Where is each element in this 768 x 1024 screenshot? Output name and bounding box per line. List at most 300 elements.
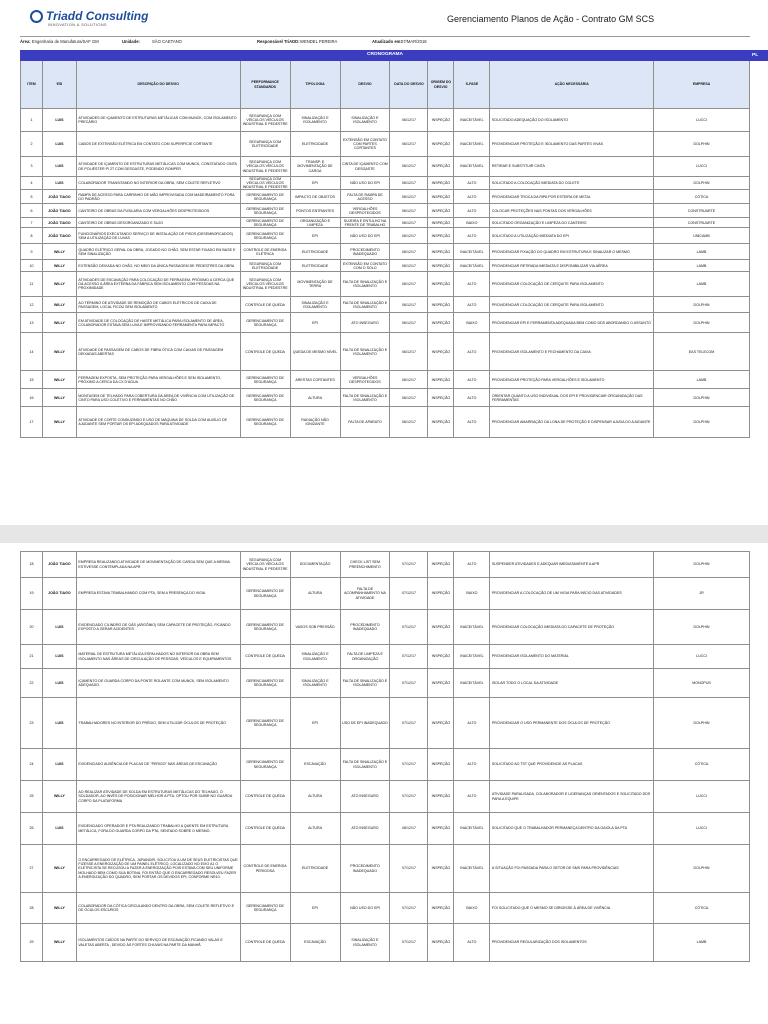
cell-sfase: ALTO bbox=[454, 552, 490, 578]
cell-esi: LUIS bbox=[42, 610, 76, 645]
cell-origem: INSPEÇÃO bbox=[428, 645, 454, 669]
cell-acao: PROVIDENCIAR COLOCAÇÃO IMEDIATA DO CAPACETE DE PROTEÇÃO bbox=[490, 610, 654, 645]
cell-desvio: FALTA DE LIMPEZA E ORGANIZAÇÃO bbox=[340, 645, 390, 669]
cell-desc: CANTEIRO DE OBRAS DA FUSILARIA COM VERGALHÕES DESPROTEGIDOS bbox=[76, 204, 240, 218]
cell-data: 06/12/17 bbox=[390, 244, 428, 260]
table-row bbox=[21, 132, 750, 157]
cell-item: 13 bbox=[21, 313, 43, 333]
cell-empresa: LAMB bbox=[654, 260, 750, 272]
table-row bbox=[21, 190, 750, 204]
cell-perf: SEGURANÇA COM VEÍCULOS VEÍCULOS INDUSTRIAL E PEDESTRE bbox=[240, 157, 290, 177]
cell-desc: EXTENSÃO DEIXADA NO CHÃO, NO MEIO DA ÚNICA PASSAGEM DE PEDESTRES DA OBRA bbox=[76, 260, 240, 272]
cell-desc: FUNCIONÁRIOS EXECUTANDO SERVIÇO DE INSTALAÇÃO DE PISOS (DESEMBORCADOS) SEM A UTILIZAÇÃO DE LUVAS bbox=[76, 228, 240, 244]
cell-desc: ATIVIDADES DE IÇAMENTO DE ESTRUTURAS METÁLICAS COM MUNCK, COM ISOLAMENTO PRECÁRIO bbox=[76, 109, 240, 132]
cell-sfase: INACEITÁVEL bbox=[454, 645, 490, 669]
cell-acao: SUSPENDER ATIVIDADES E ADEQUAR IMEDIATAMENTE A APR bbox=[490, 552, 654, 578]
cell-desc: EM ATIVIDADE DE COLOCAÇÃO DE HASTE METÁLICA PARA ISOLAMENTO DE ÁREA, COLABORADOR ESTAVA SEM LUVA E IMPROVISANDO FERRAMENTA PARA IMPACTO bbox=[76, 313, 240, 333]
cronograma-banner: CRONOGRAMA bbox=[21, 51, 750, 61]
cell-tipo: EPI bbox=[290, 698, 340, 749]
cell-perf: GERENCIAMENTO DE SEGURANÇA bbox=[240, 190, 290, 204]
cell-data: 06/12/17 bbox=[390, 157, 428, 177]
cell-esi: LUIS bbox=[42, 645, 76, 669]
cell-data: 06/12/17 bbox=[390, 272, 428, 297]
cell-tipo: SINALIZAÇÃO E ISOLAMENTO bbox=[290, 109, 340, 132]
descricao-header: DESCRIÇÃO DO DESVIO bbox=[76, 61, 240, 109]
cell-data: 06/12/17 bbox=[390, 371, 428, 389]
cell-perf: SEGURANÇA COM ELETRICIDADE bbox=[240, 132, 290, 157]
cell-item: 16 bbox=[21, 389, 43, 407]
table-row bbox=[21, 813, 750, 845]
page-1 bbox=[20, 0, 750, 525]
cell-data: 06/12/17 bbox=[390, 177, 428, 190]
cell-data: 07/12/17 bbox=[390, 698, 428, 749]
cell-perf: GERENCIAMENTO DE SEGURANÇA bbox=[240, 578, 290, 610]
unidade-value: SÃO CAETANO bbox=[152, 39, 182, 44]
cell-tipo: EPI bbox=[290, 313, 340, 333]
cell-data: 06/12/17 bbox=[390, 389, 428, 407]
cell-perf: GERENCIAMENTO DE SEGURANÇA bbox=[240, 407, 290, 438]
cell-origem: INSPEÇÃO bbox=[428, 190, 454, 204]
table-row bbox=[21, 297, 750, 313]
cell-desc: EMPRESA REALIZANDO ATIVIDADE DE MOVIMENTAÇÃO DE CARGA SEM QUE A MESMA ESTIVESSE CONTEMPLADA NA APR bbox=[76, 552, 240, 578]
cell-tipo: ESCAVAÇÃO bbox=[290, 924, 340, 962]
cell-perf: GERENCIAMENTO DE SEGURANÇA bbox=[240, 698, 290, 749]
cell-item: 20 bbox=[21, 610, 43, 645]
table-row bbox=[21, 407, 750, 438]
cell-desc: MATERIAL DE ESTRUTURA METÁLICA ESPALHADOS NO INTERIOR DA OBRA SEM ISOLAMENTO NAS ÁREAS DE CIRCULAÇÃO DE PESSOAS, VEÍCULOS E EQUIPAMENTOS bbox=[76, 645, 240, 669]
cell-acao: PROVIDENCIAR PROTEÇÃO PARA VERGALHÕES E ISOLAMENTO bbox=[490, 371, 654, 389]
cell-tipo: ELETRICIDADE bbox=[290, 244, 340, 260]
cell-acao: PROVIDENCIAR REGULARIZAÇÃO DOS ISOLAMENTOS bbox=[490, 924, 654, 962]
cell-desvio: FALTA DE APARATO bbox=[340, 407, 390, 438]
cell-data: 07/12/17 bbox=[390, 669, 428, 698]
cell-esi: LUIS bbox=[42, 698, 76, 749]
cell-data: 06/12/17 bbox=[390, 297, 428, 313]
page-2 bbox=[20, 543, 750, 1024]
cell-tipo: ALTURA bbox=[290, 578, 340, 610]
cell-data: 06/12/17 bbox=[390, 218, 428, 228]
cell-data: 07/12/17 bbox=[390, 781, 428, 813]
cell-desvio: PROCEDIMENTO INADEQUADO bbox=[340, 244, 390, 260]
cell-desvio: NÃO USO DO EPI bbox=[340, 893, 390, 924]
cell-tipo: ALTURA bbox=[290, 389, 340, 407]
cell-origem: INSPEÇÃO bbox=[428, 132, 454, 157]
cell-empresa: DOLPHIN bbox=[654, 845, 750, 893]
cell-tipo: ALTURA bbox=[290, 781, 340, 813]
cell-acao: PROVIDENCIAR A COLOCAÇÃO DE UM VIGIA PARA INÍCIO DAS ATIVIDADES bbox=[490, 578, 654, 610]
cell-esi: LUIS bbox=[42, 813, 76, 845]
cell-acao: SOLICITADO QUE O TRABALHADOR PERMANEÇA DENTRO DA GAIOLA DA PTA bbox=[490, 813, 654, 845]
table-row bbox=[21, 109, 750, 132]
cell-item: 9 bbox=[21, 244, 43, 260]
cell-perf: SEGURANÇA COM VEÍCULOS VEÍCULOS INDUSTRIAL E PEDESTRE bbox=[240, 552, 290, 578]
cell-esi: WILLY bbox=[42, 260, 76, 272]
cell-data: 06/12/17 bbox=[390, 228, 428, 244]
cell-esi: JOÃO TIAGO bbox=[42, 578, 76, 610]
cell-empresa: CONSTRUARTE bbox=[654, 218, 750, 228]
cell-origem: INSPEÇÃO bbox=[428, 749, 454, 781]
cell-item: 8 bbox=[21, 228, 43, 244]
table-row bbox=[21, 260, 750, 272]
cell-tipo: IMPACTO DE OBJETOS bbox=[290, 190, 340, 204]
cell-origem: INSPEÇÃO bbox=[428, 177, 454, 190]
cell-desvio: FALTA DE SINALIZAÇÃO E ISOLAMENTO bbox=[340, 272, 390, 297]
table-row bbox=[21, 610, 750, 645]
cell-empresa: LUCCI bbox=[654, 813, 750, 845]
table-row bbox=[21, 669, 750, 698]
cell-acao: ISOLAR TODO O LOCAL DA ATIVIDADE bbox=[490, 669, 654, 698]
cell-tipo: ELETRICIDADE bbox=[290, 845, 340, 893]
responsavel-value: WENDEL PEREIRA bbox=[300, 39, 338, 44]
cell-desc: FERRAGEM EXPOSTA, SEM PROTEÇÃO PARA VERGALHÕES E SEM ISOLAMENTO, PRÓXIMO A CERCA DA CX D'ÁGUA bbox=[76, 371, 240, 389]
cell-sfase: INACEITÁVEL bbox=[454, 610, 490, 645]
cell-sfase: BAIXO bbox=[454, 893, 490, 924]
area-value: Engenharia de Manufatura/SAF GM bbox=[31, 39, 99, 44]
table-row bbox=[21, 845, 750, 893]
cell-esi: LUIS bbox=[42, 749, 76, 781]
cell-acao: PROVIDENCIAR O USO PERMANENTE DOS ÓCULOS DE PROTEÇÃO bbox=[490, 698, 654, 749]
cell-origem: INSPEÇÃO bbox=[428, 157, 454, 177]
cell-empresa: LUCCI bbox=[654, 157, 750, 177]
cell-desc: EVIDENCIADO AUSÊNCIA DE PLACAS DE "PERIGO" NAS ÁREAS DE ESCAVAÇÃO bbox=[76, 749, 240, 781]
cell-origem: INSPEÇÃO bbox=[428, 813, 454, 845]
cell-esi: WILLY bbox=[42, 244, 76, 260]
cell-desvio: SINALIZAÇÃO E ISOLAMENTO bbox=[340, 109, 390, 132]
cell-esi: WILLY bbox=[42, 893, 76, 924]
cell-empresa: DOLPHIN bbox=[654, 389, 750, 407]
cell-origem: INSPEÇÃO bbox=[428, 272, 454, 297]
cell-item: 1 bbox=[21, 109, 43, 132]
cell-item: 25 bbox=[21, 781, 43, 813]
cell-sfase: INACEITÁVEL bbox=[454, 157, 490, 177]
cell-tipo: EPI bbox=[290, 177, 340, 190]
cell-esi: JOÃO TIAGO bbox=[42, 218, 76, 228]
cell-acao: FOI SOLICITADO QUE O MESMO SE DIRIGISSE À ÁREA DE VIVÊNCIA bbox=[490, 893, 654, 924]
atualizado-value: 07/MAR/2018 bbox=[401, 39, 427, 44]
desvio-header: DESVIO bbox=[340, 61, 390, 109]
cell-esi: JOÃO TIAGO bbox=[42, 552, 76, 578]
table-row bbox=[21, 781, 750, 813]
cell-tipo: SINALIZAÇÃO E ISOLAMENTO bbox=[290, 297, 340, 313]
table-row bbox=[21, 244, 750, 260]
cell-origem: INSPEÇÃO bbox=[428, 578, 454, 610]
cell-desvio: PROCEDIMENTO INADEQUADO bbox=[340, 610, 390, 645]
cell-tipo: EPI bbox=[290, 893, 340, 924]
cell-data: 06/12/17 bbox=[390, 260, 428, 272]
action-plan-table-1 bbox=[20, 50, 750, 438]
cell-desc: EVIDENCIADO OPERADOR E PTA REALIZANDO TRABALHO A QUENTE EM ESTRUTURA METÁLICA, FORA DO GUARDA CORPO DA PTA, SENTADO SOBRE O MESMO. bbox=[76, 813, 240, 845]
cell-origem: INSPEÇÃO bbox=[428, 781, 454, 813]
cell-esi: LUIS bbox=[42, 109, 76, 132]
cell-data: 07/12/17 bbox=[390, 845, 428, 893]
cell-sfase: INACEITÁVEL bbox=[454, 109, 490, 132]
cell-desvio: EXTENSÃO EM CONTATO COM PARTES CORTANTES bbox=[340, 132, 390, 157]
cell-tipo: EPI bbox=[290, 228, 340, 244]
cell-empresa: DOLPHIN bbox=[654, 610, 750, 645]
cell-sfase: INACEITÁVEL bbox=[454, 132, 490, 157]
performance-header: PERFORMANCE STANDARDS bbox=[240, 61, 290, 109]
cell-desc: RAMPA DE ACESSO PARA CARRINHO DE MÃO IMPROVISADA COM MADEIRAMENTO FORA DO PADRÃO bbox=[76, 190, 240, 204]
cell-acao: PROVIDENCIAR COLOCAÇÃO DE CERQUITE PARA ISOLAMENTO bbox=[490, 297, 654, 313]
cell-perf: GERENCIAMENTO DE SEGURANÇA bbox=[240, 610, 290, 645]
cell-sfase: ALTO bbox=[454, 407, 490, 438]
cell-desvio: FALTA DE SINALIZAÇÃO E ISOLAMENTO bbox=[340, 333, 390, 371]
cell-sfase: ALTO bbox=[454, 749, 490, 781]
table-row bbox=[21, 333, 750, 371]
cell-origem: INSPEÇÃO bbox=[428, 109, 454, 132]
cell-sfase: INACEITÁVEL bbox=[454, 244, 490, 260]
cell-perf: GERENCIAMENTO DE SEGURANÇA bbox=[240, 893, 290, 924]
cell-item: 29 bbox=[21, 924, 43, 962]
cell-desvio: EXTENSÃO EM CONTATO COM O SOLO bbox=[340, 260, 390, 272]
cell-sfase: ALTO bbox=[454, 228, 490, 244]
cell-desc: CABOS DE EXTENSÃO ELÉTRICA EM CONTATO COM SUPERFÍCIE CORTANTE bbox=[76, 132, 240, 157]
cell-item: 22 bbox=[21, 669, 43, 698]
cell-esi: WILLY bbox=[42, 389, 76, 407]
cell-desc: ATIVIDADE DE IÇAMENTO DE ESTRUTURAS METÁLICAS COM MUNCK, CONSTATADO CINTA DE POLIÉSTER P/ 2T COM DESGASTE, PODENDO ROMPER bbox=[76, 157, 240, 177]
cell-empresa: DOLPHIN bbox=[654, 297, 750, 313]
cell-esi: WILLY bbox=[42, 845, 76, 893]
cell-desvio: FALTA DE SINALIZAÇÃO E ISOLAMENTO bbox=[340, 749, 390, 781]
item-header: ITEM bbox=[21, 61, 43, 109]
cell-desc: IÇAMENTO DE GUARDA CORPO DA PONTE ROLANTE COM MUNCK, SEM ISOLAMENTO ADEQUADO. bbox=[76, 669, 240, 698]
cell-esi: WILLY bbox=[42, 924, 76, 962]
cell-data: 07/12/17 bbox=[390, 749, 428, 781]
cell-perf: CONTROLE DE QUEDA bbox=[240, 813, 290, 845]
cell-tipo: ORGANIZAÇÃO E LIMPEZA bbox=[290, 218, 340, 228]
cell-desc: EVIDENCIADO CILINDRO DE GÁS (ARGÔNIO) SEM CAPACETE DE PROTEÇÃO, FICANDO EXPOSTO A GERAR ACIDENTES bbox=[76, 610, 240, 645]
cell-perf: CONTROLE DE ENERGIA ELÉTRICA bbox=[240, 244, 290, 260]
cell-item: 18 bbox=[21, 552, 43, 578]
cell-data: 07/12/17 bbox=[390, 893, 428, 924]
empresa-header: EMPRESA bbox=[654, 61, 750, 109]
cell-item: 27 bbox=[21, 845, 43, 893]
table-row bbox=[21, 218, 750, 228]
cell-tipo: ARESTAS CORTANTES bbox=[290, 371, 340, 389]
cell-acao: SOLICITADO A COLOCAÇÃO IMEDIATA DO COLETE bbox=[490, 177, 654, 190]
sfase-header: S-FASE bbox=[454, 61, 490, 109]
cell-data: 07/12/17 bbox=[390, 552, 428, 578]
cell-desvio: FALTA DE RAMPA DE ACESSO bbox=[340, 190, 390, 204]
cell-acao: PROVIDENCIAR FIXAÇÃO DO QUADRO EM ESTRUTURA E SINALIZAR O MESMO bbox=[490, 244, 654, 260]
cell-desvio: PROCEDIMENTO INADEQUADO bbox=[340, 845, 390, 893]
cell-sfase: ALTO bbox=[454, 371, 490, 389]
cell-esi: WILLY bbox=[42, 297, 76, 313]
cell-origem: INSPEÇÃO bbox=[428, 260, 454, 272]
cell-acao: RETIRAR E SUBSTITUIR CINTA bbox=[490, 157, 654, 177]
cell-sfase: ALTO bbox=[454, 204, 490, 218]
cell-esi: JOÃO TIAGO bbox=[42, 204, 76, 218]
cell-empresa: MONOPUS bbox=[654, 669, 750, 698]
cell-tipo: ALTURA bbox=[290, 813, 340, 845]
cell-acao: PROVIDENCIAR ISOLAMENTO E FECHAMENTO DA CAIXA bbox=[490, 333, 654, 371]
cell-perf: SEGURANÇA COM VEÍCULOS VEÍCULOS INDUSTRIAL E PEDESTRE bbox=[240, 109, 290, 132]
cell-origem: INSPEÇÃO bbox=[428, 552, 454, 578]
cell-perf: CONTROLE DE QUEDA bbox=[240, 924, 290, 962]
cell-sfase: BAIXO bbox=[454, 578, 490, 610]
cell-tipo: ELETRICIDADE bbox=[290, 132, 340, 157]
cell-sfase: ALTO bbox=[454, 272, 490, 297]
cell-origem: INSPEÇÃO bbox=[428, 218, 454, 228]
cell-tipo: DOCUMENTAÇÃO bbox=[290, 552, 340, 578]
cell-item: 5 bbox=[21, 190, 43, 204]
cell-desc: COLABORADOR TRANSITANDO NO INTERIOR DA OBRA, SEM COLETE REFLETIVO bbox=[76, 177, 240, 190]
cell-desvio: VERGALHÕES DESPROTEGIDOS bbox=[340, 204, 390, 218]
cell-desc: ATIVIDADE DE PASSAGEM DE CABOS DE FIBRA ÓTICA COM CAIXAS DE PASSAGEM DEIXADAS ABERTAS bbox=[76, 333, 240, 371]
cell-sfase: ALTO bbox=[454, 190, 490, 204]
cell-data: 06/12/17 bbox=[390, 190, 428, 204]
cell-data: 06/12/17 bbox=[390, 313, 428, 333]
cell-empresa: DOLPHIN bbox=[654, 177, 750, 190]
cell-acao: SOLICITADO A UTILIZAÇÃO IMEDIATA DO EPI bbox=[490, 228, 654, 244]
cell-origem: INSPEÇÃO bbox=[428, 610, 454, 645]
cell-tipo: ESCAVAÇÃO bbox=[290, 749, 340, 781]
cell-desvio: NÃO USO DO EPI bbox=[340, 228, 390, 244]
table-row bbox=[21, 893, 750, 924]
cell-item: 28 bbox=[21, 893, 43, 924]
cell-item: 7 bbox=[21, 218, 43, 228]
tipologia-header: TIPOLOGIA bbox=[290, 61, 340, 109]
table-row bbox=[21, 371, 750, 389]
table-row bbox=[21, 157, 750, 177]
cell-perf: GERENCIAMENTO DE SEGURANÇA bbox=[240, 228, 290, 244]
cell-desvio: FALTA DE SINALIZAÇÃO E ISOLAMENTO bbox=[340, 669, 390, 698]
cell-sfase: INACEITÁVEL bbox=[454, 260, 490, 272]
column-headers bbox=[21, 61, 750, 109]
esi-header: ESI bbox=[42, 61, 76, 109]
cell-tipo: ELETRICIDADE bbox=[290, 260, 340, 272]
cell-acao: ATIVIDADE PARALISADA, COLABORADOR E LIDERANÇAS ORIENTADOS E SOLICITADO DDS PARA A EQUIPE bbox=[490, 781, 654, 813]
cell-origem: INSPEÇÃO bbox=[428, 244, 454, 260]
cell-item: 15 bbox=[21, 371, 43, 389]
cell-esi: LUIS bbox=[42, 669, 76, 698]
cell-perf: SEGURANÇA COM VEÍCULOS VEÍCULOS INDUSTRIAL E PEDESTRE bbox=[240, 177, 290, 190]
cell-origem: INSPEÇÃO bbox=[428, 893, 454, 924]
cell-origem: INSPEÇÃO bbox=[428, 313, 454, 333]
cell-perf: CONTROLE DE QUEDA bbox=[240, 333, 290, 371]
cell-acao: PROVIDENCIAR RETIRADA IMEDIATA E DISPONIBILIZAR VIA AÉREA bbox=[490, 260, 654, 272]
cell-item: 21 bbox=[21, 645, 43, 669]
cell-perf: CONTROLE DE QUEDA bbox=[240, 297, 290, 313]
cell-desc: ISOLAMENTOS CAÍDOS NA PARTE DO SERVIÇO DE ESCAVAÇÃO,FICANDO VALAS E VALETAS ABERTA , DEVIDO ÀS FORTES CHUVAS NA PARTE DA MANHÃ bbox=[76, 924, 240, 962]
acao-header: AÇÃO NECESSÁRIA bbox=[490, 61, 654, 109]
cell-perf: SEGURANÇA COM ELETRICIDADE bbox=[240, 260, 290, 272]
cell-tipo: RADIAÇÃO NÃO IONIZANTE bbox=[290, 407, 340, 438]
cell-perf: GERENCIAMENTO DE SEGURANÇA bbox=[240, 204, 290, 218]
cell-item: 3 bbox=[21, 157, 43, 177]
company-logo: Triadd Consulting INNOVATION & SOLUTIONS bbox=[30, 9, 148, 27]
table-row bbox=[21, 698, 750, 749]
cell-empresa: EAS TELECOM bbox=[654, 333, 750, 371]
cell-data: 07/12/17 bbox=[390, 610, 428, 645]
cell-origem: INSPEÇÃO bbox=[428, 297, 454, 313]
cell-desvio: CINTA DE IÇAMENTO COM DESGASTE bbox=[340, 157, 390, 177]
cell-empresa: LAMB bbox=[654, 272, 750, 297]
cell-desc: CANTEIRO DE OBRAS DESORGANIZADO E SUJO bbox=[76, 218, 240, 228]
cell-data: 06/12/17 bbox=[390, 109, 428, 132]
table-row bbox=[21, 645, 750, 669]
cell-desvio: USO DE EPI INADEQUADO bbox=[340, 698, 390, 749]
cell-desvio: SUJEIRA E ENTULHO NA FRENTE DE TRABALHO bbox=[340, 218, 390, 228]
logo-ring-icon bbox=[30, 10, 43, 23]
cell-origem: INSPEÇÃO bbox=[428, 333, 454, 371]
cell-desvio: FALTA DE ACOMPANHAMENTO NA ATIVIDADE bbox=[340, 578, 390, 610]
table-row bbox=[21, 313, 750, 333]
cell-tipo: SINALIZAÇÃO E ISOLAMENTO bbox=[290, 645, 340, 669]
cell-perf: GERENCIAMENTO DE SEGURANÇA bbox=[240, 218, 290, 228]
table-row bbox=[21, 204, 750, 218]
cell-esi: WILLY bbox=[42, 333, 76, 371]
cell-desvio: NÃO USO DO EPI bbox=[340, 177, 390, 190]
cell-sfase: ALTO bbox=[454, 698, 490, 749]
cell-sfase: INACEITÁVEL bbox=[454, 845, 490, 893]
cell-empresa: CÓTICA bbox=[654, 749, 750, 781]
cell-item: 23 bbox=[21, 698, 43, 749]
cell-perf: SEGURANÇA COM VEÍCULOS VEÍCULOS INDUSTRIAL E PEDESTRE bbox=[240, 272, 290, 297]
info-bar: Área: Engenharia de Manufatura/SAF GM Unidade: SÃO CAETANO Responsável TriADD: WENDEL PEREIRA Atualizado em: 07/MAR/2018 bbox=[20, 39, 427, 44]
cell-desc: ATIVIDADES DE ESCAVAÇÃO PARA COLOCAÇÃO DE FERRAGEM, PRÓXIMO A CERCA QUE DÁ ACESSO A ÁREA EXTERNA DA FÁBRICA SEM ISOLAMENTO COM PESSOAS NA PROXIMIDADE bbox=[76, 272, 240, 297]
cell-empresa: UNICAMB bbox=[654, 228, 750, 244]
cell-empresa: LUCCI bbox=[654, 781, 750, 813]
cell-desc: ATIVIDADE DE CORTE CONDUZINDO E USO DE MÁQUINA DE SOLDA COM AUXÍLIO DE AJUDANTE SEM PORTAR OS EPI ADEQUADOS PARA ATIVIDADE bbox=[76, 407, 240, 438]
cell-acao: SOLICITADO ORGANIZAÇÃO E LIMPEZA DO CANTEIRO bbox=[490, 218, 654, 228]
cell-empresa: LUCCI bbox=[654, 645, 750, 669]
cell-origem: INSPEÇÃO bbox=[428, 924, 454, 962]
cell-acao: SOLICITADO ADEQUAÇÃO DO ISOLAMENTO bbox=[490, 109, 654, 132]
cell-desvio: ATO INSEGURO bbox=[340, 313, 390, 333]
cell-desc: O ENCARREGADO DE ELÉTRICA, JURANDIR, SOLICITOU A UM DE SEUS ELETRICISTAS QUE FIZESSE A ENERGIZAÇÃO DE UM PAINEL ELÉTRICO, LOCALIZADO NO EIXO A1 O ELETRICISTA SE RECUSOU A FAZER A ENERGIZAÇÃO POIS ESTAVA COM SEU UNIFORME MOLHADO BEM COMO SUA BOTINA, FOI ENTÃO QUE O ENCARREGADO RESOLVEU FAZER A ENERGIZAÇÃO DO QUADRO, SEM PORTAR OS DEVIDOS EPI, CONFORME NR10. bbox=[76, 845, 240, 893]
cell-empresa: LUCCI bbox=[654, 109, 750, 132]
cell-desvio: VERGALHÕES DESPROTEGIDOS bbox=[340, 371, 390, 389]
cell-sfase: ALTO bbox=[454, 781, 490, 813]
cell-esi: LUIS bbox=[42, 132, 76, 157]
page-header bbox=[20, 0, 750, 37]
cell-origem: INSPEÇÃO bbox=[428, 204, 454, 218]
cell-perf: GERENCIAMENTO DE SEGURANÇA bbox=[240, 313, 290, 333]
cell-perf: GERENCIAMENTO DE SEGURANÇA bbox=[240, 669, 290, 698]
table-row bbox=[21, 272, 750, 297]
cell-tipo: MOVIMENTAÇÃO DE TERRA bbox=[290, 272, 340, 297]
cell-desc: TRABALHADORES NO INTERIOR DO PRÉDIO, SEM UTILIZAR ÓCULOS DE PROTEÇÃO bbox=[76, 698, 240, 749]
cell-desvio: FALTA DE SINALIZAÇÃO E ISOLAMENTO bbox=[340, 389, 390, 407]
cell-esi: WILLY bbox=[42, 781, 76, 813]
page-gap bbox=[0, 525, 768, 543]
cell-origem: INSPEÇÃO bbox=[428, 228, 454, 244]
cell-desc: MONTAGEM DE TELHADO PARA COBERTURA DA ÁREA DE VIVÊNCIA COM UTILIZAÇÃO DE CINTO PARA USO COLETIVO E FERRAMENTAS NO CHÃO bbox=[76, 389, 240, 407]
cell-sfase: BAIXO bbox=[454, 218, 490, 228]
cell-item: 19 bbox=[21, 578, 43, 610]
cell-perf: CONTROLE DE QUEDA bbox=[240, 781, 290, 813]
cell-sfase: ALTO bbox=[454, 297, 490, 313]
table-row bbox=[21, 552, 750, 578]
cell-empresa: DOLPHIN bbox=[654, 313, 750, 333]
cell-item: 2 bbox=[21, 132, 43, 157]
cell-sfase: ALTO bbox=[454, 177, 490, 190]
cell-empresa: DOLPHIN bbox=[654, 132, 750, 157]
cell-perf: GERENCIAMENTO DE SEGURANÇA bbox=[240, 371, 290, 389]
cell-esi: JOÃO TIAGO bbox=[42, 228, 76, 244]
cell-item: 6 bbox=[21, 204, 43, 218]
cell-acao: PROVIDENCIAR ISOLAMENTO DO MATERIAL bbox=[490, 645, 654, 669]
cell-data: 07/12/17 bbox=[390, 645, 428, 669]
table-row bbox=[21, 389, 750, 407]
cell-item: 4 bbox=[21, 177, 43, 190]
table-row bbox=[21, 228, 750, 244]
right-margin bbox=[750, 0, 768, 1024]
cell-data: 06/12/17 bbox=[390, 407, 428, 438]
cell-desvio: ATO INSEGURO bbox=[340, 781, 390, 813]
cell-tipo: QUEDA DE MESMO NÍVEL bbox=[290, 333, 340, 371]
